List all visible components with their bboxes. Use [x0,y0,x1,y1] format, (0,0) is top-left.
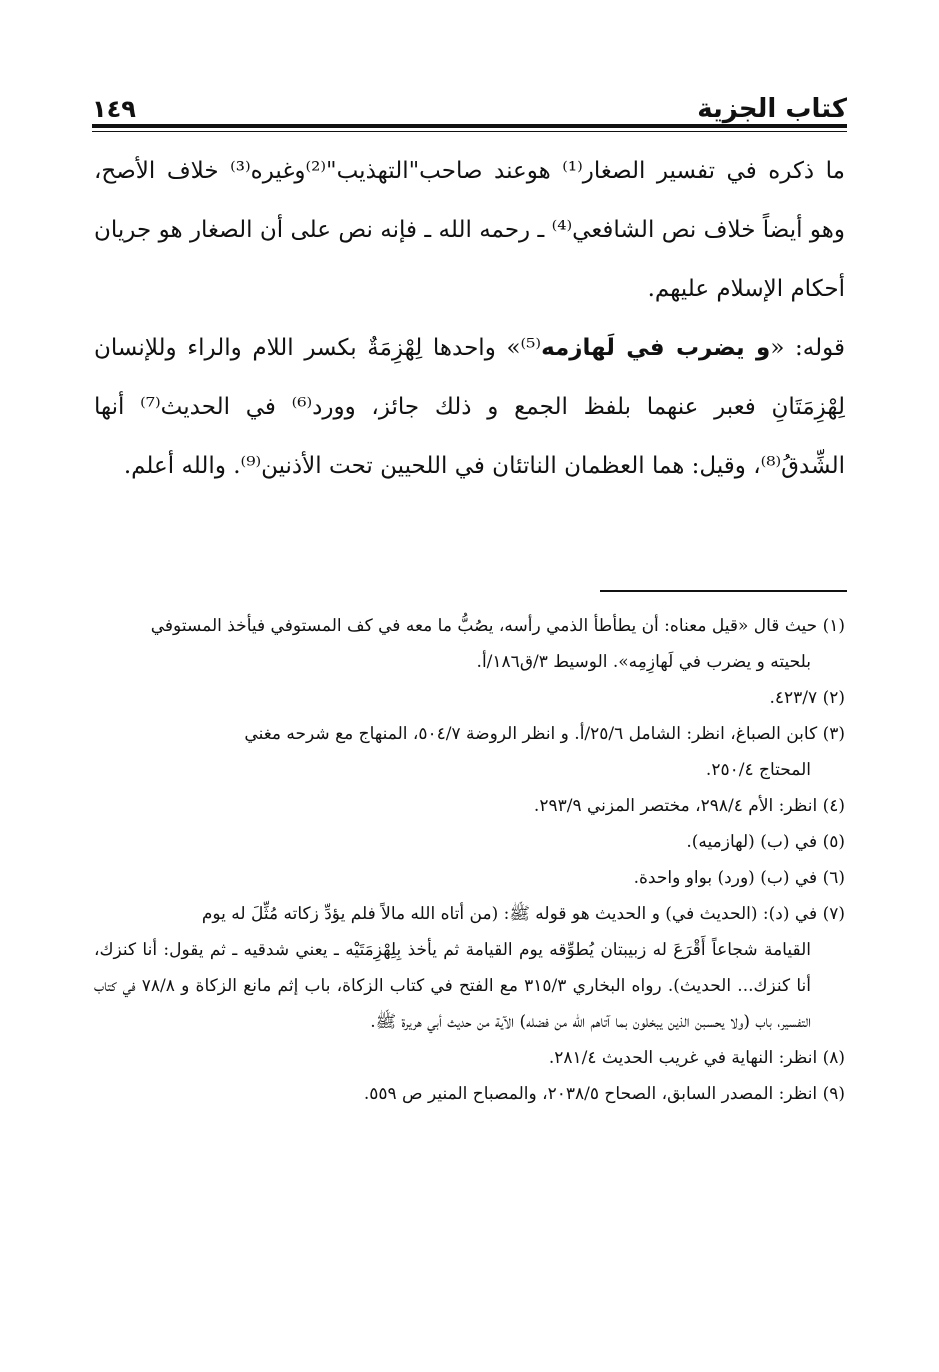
footnotes [94,608,845,1112]
footnote-separator [600,590,847,592]
footnote-number: (٢) [822,688,845,708]
paragraph-rest: ⁽⁵⁾» واحدها لِهْزِمَةٌ بكسر اللام والراء وللإنسان لِهْزِمَتَانِ فعبر عنهما بلفظ الجمع و ذلك جائز، وورد⁽⁶⁾ في الحديث⁽⁷⁾ أنها الشِّدقُ⁽⁸⁾، وقيل: هما العظمان الناتئان في اللحيين تحت الأذنين⁽⁹⁾. والله أعلم. [94,335,845,479]
footnote [94,1040,845,1076]
footnote-continuation: القيامة شجاعاً أَقْرَعَ له زبيبتان يُطوِّقه يوم القيامة ثم يأخذ بِلِهْزِمَتَيْه ـ يعني شدقيه ـ ثم يقول: أنا كنزك، أنا كنزك... الحديث). رواه البخاري ٣١٥/٣ مع الفتح في كتاب الزكاة، باب إثم مانع الزكاة و ٧٨/٨ في كتاب التفسير، باب (ولا يحسبن الذين يبخلون بما آتاهم الله من فضله) الآية من حديث أبي هريرة ﷺ. [94,940,811,1032]
footnote-number: (٦) [822,868,845,888]
main-text [94,142,845,496]
page-header [92,84,847,124]
footnote [94,788,845,824]
footnote-number: (٥) [822,832,845,852]
footnote [94,716,845,788]
header-rule-thin [92,131,847,132]
quoted-phrase: و يضرب في لَهازمه [541,335,771,361]
page-number: ١٤٩ [92,95,136,123]
footnote-number: (٩) [822,1084,845,1104]
footnote-continuation: المحتاج ٢٥٠/٤. [705,760,811,780]
footnote-text: في (ب) (ورد) بواو واحدة. [633,868,818,888]
footnote-text: ٤٢٣/٧. [769,688,818,708]
running-title: كتاب الجزية [697,94,847,124]
footnote-text: في (د): (الحديث في) و الحديث هو قوله ﷺ: (من أتاه الله مالاً فلم يؤدِّ زكاته مُثِّلَ له يوم [201,904,818,924]
footnote-number: (٧) [822,904,845,924]
footnote-text: انظر: النهاية في غريب الحديث ٢٨١/٤. [548,1048,818,1068]
footnote-number: (٣) [822,724,845,744]
footnote [94,608,845,680]
footnote-text: انظر: الأم ٢٩٨/٤، مختصر المزني ٢٩٣/٩. [533,796,818,816]
footnote-text: انظر: المصدر السابق، الصحاح ٢٠٣٨/٥، والمصباح المنير ص ٥٥٩. [363,1084,818,1104]
footnote-number: (١) [822,616,845,636]
footnote [94,860,845,896]
footnote [94,680,845,716]
footnote-number: (٤) [822,796,845,816]
footnote [94,1076,845,1112]
footnote-text: كابن الصباغ، انظر: الشامل ٢٥/٦/أ. و انظر الروضة ٥٠٤/٧، المنهاج مع شرحه مغني [244,724,818,744]
footnote-text: في (ب) (لهازميه). [686,832,818,852]
footnote-text: حيث قال «قيل معناه: أن يطأطأ الذمي رأسه، يصُبُّ ما معه في كف المستوفي فيأخذ المستوفي [150,616,818,636]
footnote-number: (٨) [822,1048,845,1068]
paragraph [94,319,845,496]
footnote-continuation: بلحيته و يضرب في لَهازِمِه». الوسيط ٣/ق١٨٦/أ. [476,652,811,672]
paragraph-lead: قوله: « [770,335,845,361]
footnote [94,896,845,1040]
header-rule-thick [92,124,847,128]
footnote [94,824,845,860]
paragraph: ما ذكره في تفسير الصغار⁽¹⁾ هوعند صاحب"التهذيب"⁽²⁾وغيره⁽³⁾ خلاف الأصح، وهو أيضاً خلاف نص الشافعي⁽⁴⁾ ـ رحمه الله ـ فإنه نص على أن الصغار هو جريان أحكام الإسلام عليهم. [94,158,845,302]
